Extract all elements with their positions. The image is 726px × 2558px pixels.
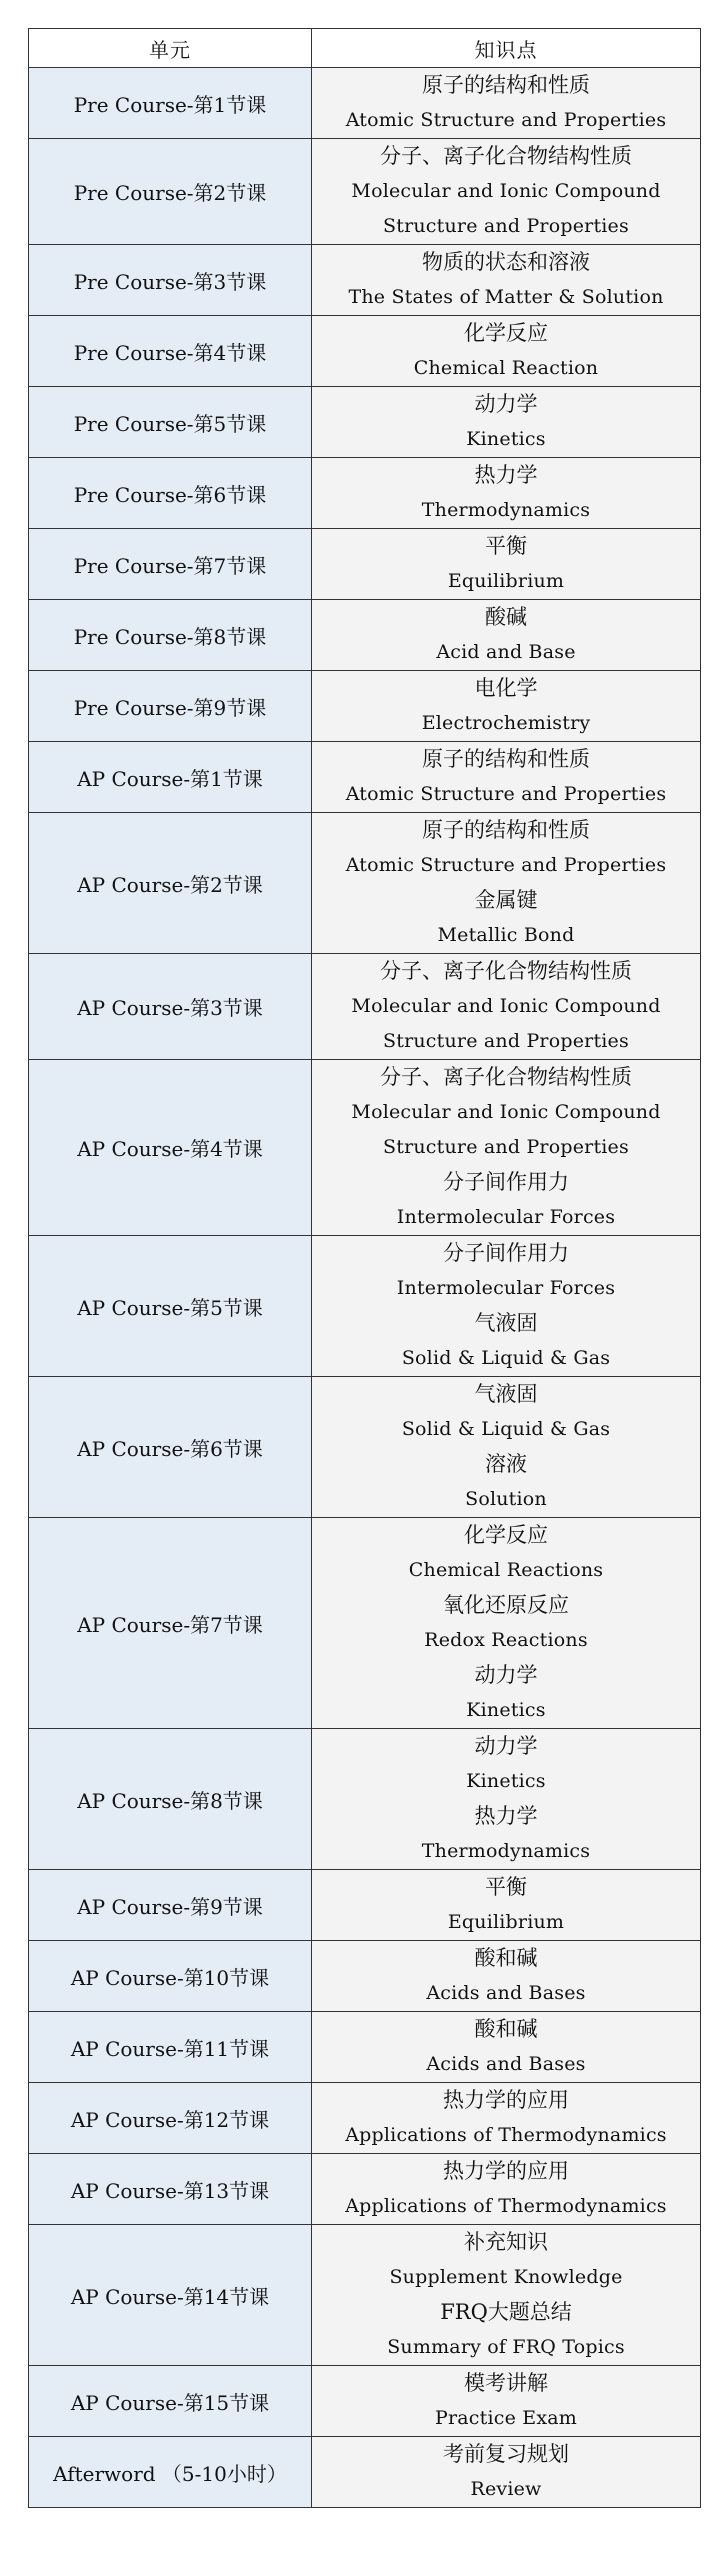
table-row: [29, 458, 701, 529]
topic-english: Practice Exam: [434, 2407, 577, 2429]
topic-english: Applications of Thermodynamics: [345, 2195, 667, 2217]
table-row: [29, 316, 701, 387]
topic-english: The States of Matter & Solution: [348, 286, 664, 308]
table-row: [29, 68, 701, 139]
topics-cell: [312, 529, 701, 600]
topics-cell: [312, 671, 701, 742]
topic-chinese: 物质的状态和溶液: [422, 250, 590, 274]
table-row: [29, 742, 701, 813]
topics-cell: [312, 742, 701, 813]
topic-chinese: 动力学: [474, 1663, 538, 1687]
topic-english: Chemical Reaction: [413, 357, 599, 379]
topic-chinese: 分子、离子化合物结构性质: [380, 1065, 632, 1089]
topic-english: Review: [470, 2478, 542, 2500]
topics-cell: [312, 1060, 701, 1236]
topics-cell: [312, 68, 701, 139]
column-header-unit: 单元: [29, 29, 312, 68]
column-header-topics: 知识点: [312, 29, 701, 68]
topics-cell: [312, 1729, 701, 1870]
table-row: [29, 2012, 701, 2083]
table-row: [29, 1518, 701, 1729]
topic-english: Supplement Knowledge: [389, 2266, 623, 2288]
topic-chinese: 酸和碱: [474, 2017, 538, 2041]
unit-cell: AP Course-第8节课: [29, 1729, 312, 1870]
topic-chinese: 热力学的应用: [443, 2088, 569, 2112]
topic-chinese: 分子、离子化合物结构性质: [380, 144, 632, 168]
topic-chinese: 电化学: [474, 676, 538, 700]
table-row: [29, 1870, 701, 1941]
unit-cell: AP Course-第4节课: [29, 1060, 312, 1236]
table-row: [29, 813, 701, 954]
topics-cell: [312, 2225, 701, 2366]
table-row: [29, 245, 701, 316]
topic-english: Equilibrium: [447, 1911, 565, 1933]
topic-chinese: 酸和碱: [474, 1946, 538, 1970]
topics-cell: [312, 954, 701, 1060]
topics-cell: [312, 2437, 701, 2508]
topic-english: Thermodynamics: [421, 499, 591, 521]
topic-english: Acids and Bases: [426, 2053, 586, 2075]
topic-english: Structure and Properties: [383, 1030, 629, 1052]
topic-english: Solution: [465, 1488, 547, 1510]
topic-chinese: 气液固: [474, 1382, 538, 1406]
unit-cell: Pre Course-第2节课: [29, 139, 312, 245]
table-row: [29, 1729, 701, 1870]
topic-english: Atomic Structure and Properties: [345, 783, 667, 805]
unit-cell: Pre Course-第3节课: [29, 245, 312, 316]
topics-cell: [312, 2366, 701, 2437]
topics-cell: [312, 387, 701, 458]
unit-cell: AP Course-第1节课: [29, 742, 312, 813]
topic-chinese: 金属键: [474, 888, 538, 912]
topic-chinese: 热力学: [474, 463, 538, 487]
topic-chinese: 原子的结构和性质: [422, 747, 590, 771]
table-row: [29, 1236, 701, 1377]
topic-english: Chemical Reactions: [408, 1559, 604, 1581]
topics-cell: [312, 1518, 701, 1729]
topics-cell: [312, 2083, 701, 2154]
topic-chinese: FRQ大题总结: [440, 2300, 572, 2324]
topic-english: Electrochemistry: [421, 712, 591, 734]
topic-english: Structure and Properties: [383, 215, 629, 237]
topics-cell: [312, 1870, 701, 1941]
topic-chinese: 化学反应: [464, 321, 548, 345]
unit-cell: Pre Course-第6节课: [29, 458, 312, 529]
topic-english: Thermodynamics: [421, 1840, 591, 1862]
table-row: [29, 2225, 701, 2366]
unit-cell: Pre Course-第1节课: [29, 68, 312, 139]
topic-chinese: 气液固: [474, 1311, 538, 1335]
unit-cell: Pre Course-第7节课: [29, 529, 312, 600]
topic-chinese: 平衡: [485, 1875, 527, 1899]
topic-english: Kinetics: [466, 1770, 546, 1792]
topic-english: Atomic Structure and Properties: [345, 854, 667, 876]
topic-chinese: 氧化还原反应: [443, 1593, 569, 1617]
table-header-row: [29, 29, 701, 68]
topics-cell: [312, 139, 701, 245]
topic-english: Solid & Liquid & Gas: [401, 1347, 611, 1369]
unit-cell: AP Course-第9节课: [29, 1870, 312, 1941]
unit-cell: AP Course-第2节课: [29, 813, 312, 954]
topics-cell: [312, 458, 701, 529]
topic-english: Metallic Bond: [437, 924, 575, 946]
table-row: [29, 2366, 701, 2437]
topic-english: Redox Reactions: [424, 1629, 588, 1651]
table-row: [29, 2437, 701, 2508]
topic-chinese: 分子间作用力: [443, 1170, 569, 1194]
topics-cell: [312, 316, 701, 387]
topics-cell: [312, 600, 701, 671]
topic-english: Intermolecular Forces: [396, 1277, 616, 1299]
topic-english: Kinetics: [466, 428, 546, 450]
topic-english: Kinetics: [466, 1699, 546, 1721]
unit-cell: AP Course-第12节课: [29, 2083, 312, 2154]
unit-cell: AP Course-第15节课: [29, 2366, 312, 2437]
topic-english: Acids and Bases: [426, 1982, 586, 2004]
table-row: [29, 139, 701, 245]
topics-cell: [312, 813, 701, 954]
topic-chinese: 分子、离子化合物结构性质: [380, 959, 632, 983]
topic-english: Acid and Base: [436, 641, 576, 663]
topic-chinese: 原子的结构和性质: [422, 73, 590, 97]
unit-cell: Afterword （5-10小时）: [29, 2437, 312, 2508]
topic-english: Applications of Thermodynamics: [345, 2124, 667, 2146]
topic-english: Atomic Structure and Properties: [345, 109, 667, 131]
topic-chinese: 动力学: [474, 1734, 538, 1758]
table-row: [29, 1941, 701, 2012]
unit-cell: Pre Course-第9节课: [29, 671, 312, 742]
topics-cell: [312, 245, 701, 316]
topic-english: Solid & Liquid & Gas: [401, 1418, 611, 1440]
topic-chinese: 热力学的应用: [443, 2159, 569, 2183]
topic-english: Equilibrium: [447, 570, 565, 592]
table-row: [29, 2083, 701, 2154]
topics-cell: [312, 2012, 701, 2083]
table-row: [29, 671, 701, 742]
table-row: [29, 2154, 701, 2225]
topic-chinese: 模考讲解: [464, 2371, 548, 2395]
unit-cell: AP Course-第10节课: [29, 1941, 312, 2012]
unit-cell: AP Course-第14节课: [29, 2225, 312, 2366]
topic-chinese: 考前复习规划: [443, 2442, 569, 2466]
table-row: [29, 1377, 701, 1518]
topic-chinese: 化学反应: [464, 1523, 548, 1547]
topic-english: Molecular and Ionic Compound: [351, 180, 661, 202]
table-row: [29, 387, 701, 458]
topic-chinese: 热力学: [474, 1804, 538, 1828]
unit-cell: AP Course-第6节课: [29, 1377, 312, 1518]
topic-english: Intermolecular Forces: [396, 1206, 616, 1228]
topic-chinese: 酸碱: [485, 605, 527, 629]
topics-cell: [312, 1236, 701, 1377]
syllabus-table: [28, 28, 701, 2508]
unit-cell: Pre Course-第5节课: [29, 387, 312, 458]
unit-cell: AP Course-第11节课: [29, 2012, 312, 2083]
topics-cell: [312, 1941, 701, 2012]
topic-chinese: 动力学: [474, 392, 538, 416]
topic-chinese: 补充知识: [464, 2230, 548, 2254]
table-row: [29, 600, 701, 671]
topic-chinese: 原子的结构和性质: [422, 818, 590, 842]
topic-chinese: 溶液: [485, 1452, 527, 1476]
unit-cell: Pre Course-第4节课: [29, 316, 312, 387]
unit-cell: AP Course-第3节课: [29, 954, 312, 1060]
topic-chinese: 分子间作用力: [443, 1241, 569, 1265]
table-row: [29, 529, 701, 600]
topic-english: Molecular and Ionic Compound: [351, 1101, 661, 1123]
unit-cell: AP Course-第13节课: [29, 2154, 312, 2225]
table-row: [29, 1060, 701, 1236]
topics-cell: [312, 2154, 701, 2225]
syllabus-container: [28, 28, 700, 2508]
unit-cell: AP Course-第7节课: [29, 1518, 312, 1729]
topic-english: Summary of FRQ Topics: [387, 2336, 625, 2358]
unit-cell: Pre Course-第8节课: [29, 600, 312, 671]
topic-chinese: 平衡: [485, 534, 527, 558]
table-row: [29, 954, 701, 1060]
topics-cell: [312, 1377, 701, 1518]
unit-cell: AP Course-第5节课: [29, 1236, 312, 1377]
topic-english: Molecular and Ionic Compound: [351, 995, 661, 1017]
topic-english: Structure and Properties: [383, 1136, 629, 1158]
